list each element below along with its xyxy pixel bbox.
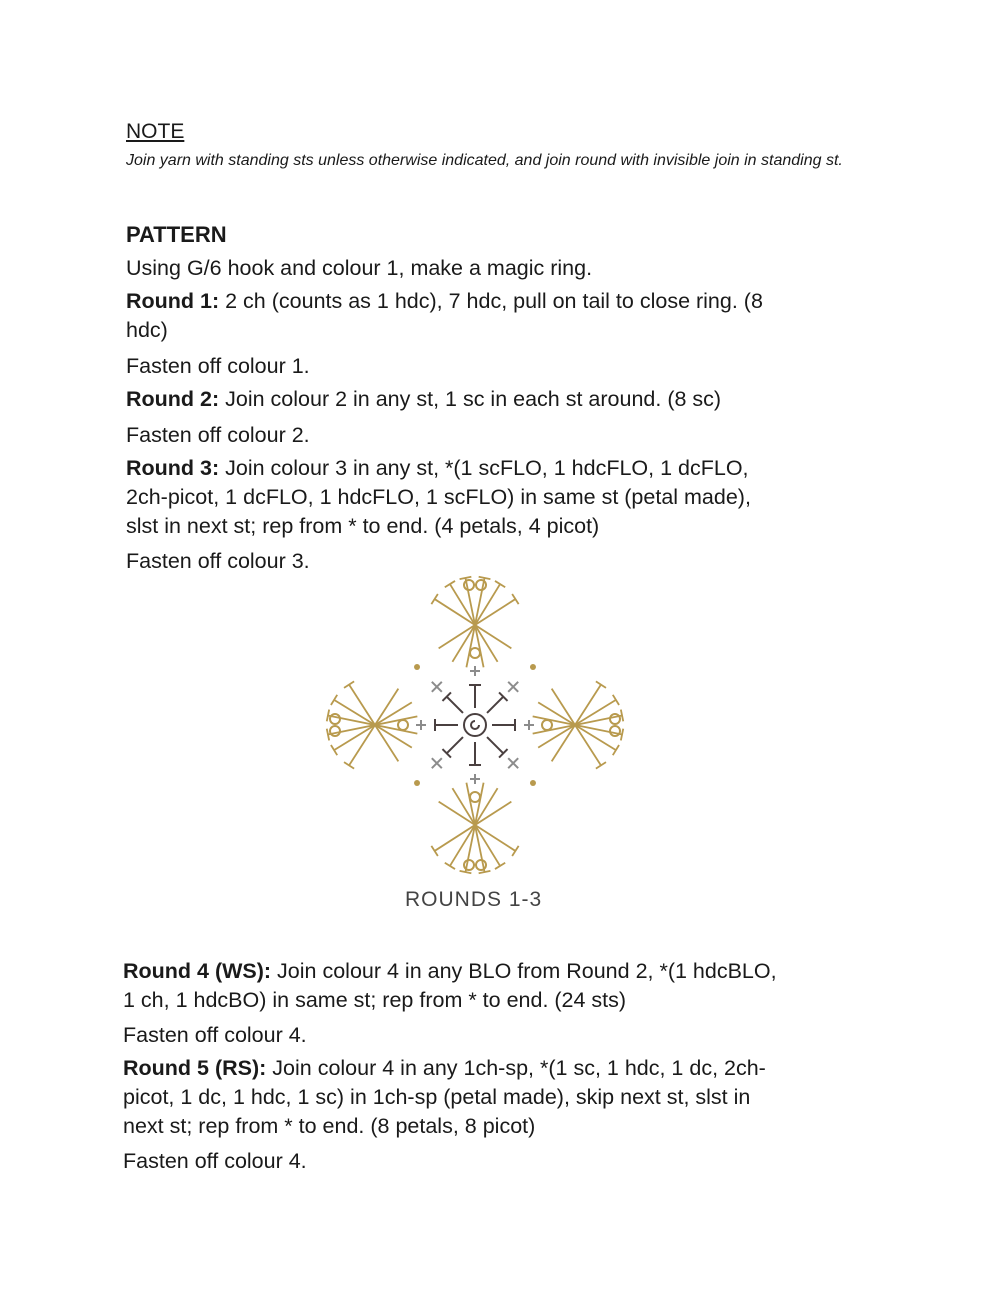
- round5-text: Join colour 4 in any 1ch-sp, *(1 sc, 1 hdc, 1 dc, 2ch-: [266, 1056, 766, 1080]
- petal-stitch-symbol: [552, 685, 601, 762]
- slst-symbol: [470, 648, 480, 658]
- petal-stitch-symbol: [552, 689, 601, 766]
- pattern-intro: Using G/6 hook and colour 1, make a magic ring.: [126, 256, 593, 280]
- petal-stitch-symbol: [439, 599, 516, 648]
- round2-label: Round 2:: [126, 387, 220, 411]
- petal-stitch-top: [495, 863, 505, 869]
- petal-stitch-top: [460, 871, 472, 873]
- note-title: NOTE: [126, 120, 185, 143]
- sc-stitch-symbol: [432, 758, 442, 768]
- note-body: Join yarn with standing sts unless otherwise indicated, and join round with invisible join in standing st.: [126, 152, 843, 169]
- hdc-stitch-symbol: [447, 697, 463, 713]
- petal-stitch-symbol: [349, 689, 398, 766]
- sc-stitch-symbol: [416, 720, 426, 730]
- petal-stitch-symbol: [452, 584, 500, 662]
- sc-stitch-symbol: [470, 666, 480, 676]
- slst-symbol: [398, 720, 408, 730]
- petal-stitch-top: [621, 729, 623, 741]
- slst-symbol: [542, 720, 552, 730]
- hdc-stitch-symbol: [487, 737, 503, 753]
- round4-text: Join colour 4 in any BLO from Round 2, *(1 hdcBLO,: [271, 959, 777, 983]
- round5-line2: picot, 1 dc, 1 hdc, 1 sc) in 1ch-sp (petal made), skip next st, slst in: [123, 1085, 751, 1109]
- petal-stitch-symbol: [450, 788, 498, 866]
- slst-dot-symbol: [530, 780, 536, 786]
- fasten2: Fasten off colour 2.: [126, 423, 310, 447]
- slst-symbol: [470, 792, 480, 802]
- round5-label: Round 5 (RS):: [123, 1056, 267, 1080]
- picot-symbol: [610, 714, 620, 724]
- petal-stitch-symbol: [466, 783, 484, 872]
- round1-line1: [126, 287, 763, 316]
- petal-stitch-top: [596, 681, 606, 687]
- petal-stitch-top: [445, 863, 455, 869]
- petal-stitch-top: [431, 846, 437, 856]
- petal-stitch-top: [331, 695, 337, 705]
- petal-stitch-top: [327, 710, 329, 722]
- picot-symbol: [476, 860, 486, 870]
- slst-dot-symbol: [414, 664, 420, 670]
- petal-stitch-top: [445, 581, 455, 587]
- petal-stitch-top: [596, 762, 606, 768]
- petal-stitch-top: [344, 681, 354, 687]
- petal-stitch-top: [431, 594, 437, 604]
- fasten4: Fasten off colour 4.: [123, 1023, 307, 1047]
- round3-text: Join colour 3 in any st, *(1 scFLO, 1 hdcFLO, 1 dcFLO,: [219, 456, 749, 480]
- picot-symbol: [330, 714, 340, 724]
- round1-label: Round 1:: [126, 289, 220, 313]
- round2-text: Join colour 2 in any st, 1 sc in each st around. (8 sc): [219, 387, 722, 411]
- sc-stitch-symbol: [524, 720, 534, 730]
- petal-stitch-top: [344, 762, 354, 768]
- diagram-caption: ROUNDS 1-3: [405, 888, 543, 911]
- picot-symbol: [464, 860, 474, 870]
- petal-stitch-symbol: [533, 715, 622, 733]
- crochet-diagram: [320, 575, 630, 880]
- slst-dot-symbol: [530, 664, 536, 670]
- picot-symbol: [476, 580, 486, 590]
- petal-stitch-symbol: [328, 716, 417, 734]
- petal-stitch-top: [613, 695, 619, 705]
- round4-line1: [123, 957, 777, 986]
- sc-stitch-symbol: [508, 758, 518, 768]
- round3-line1: [126, 454, 749, 483]
- petal-stitch-symbol: [334, 700, 412, 748]
- petal-stitch-top: [460, 577, 472, 579]
- sc-stitch-symbol: [508, 682, 518, 692]
- fasten1: Fasten off colour 1.: [126, 354, 310, 378]
- petal-stitch-top: [613, 745, 619, 755]
- hdc-stitch-symbol: [447, 737, 463, 753]
- round4-line2: 1 ch, 1 hdcBO) in same st; rep from * to end. (24 sts): [123, 988, 627, 1012]
- hdc-stitch-symbol: [487, 697, 503, 713]
- picot-symbol: [610, 726, 620, 736]
- round2-line: [126, 385, 721, 414]
- fasten3: Fasten off colour 3.: [126, 549, 310, 573]
- petal-stitch-symbol: [349, 685, 398, 762]
- picot-symbol: [330, 726, 340, 736]
- petal-stitch-top: [479, 871, 491, 873]
- round1-line2: hdc): [126, 318, 168, 342]
- petal-stitch-top: [495, 581, 505, 587]
- magic-ring-spiral: [471, 721, 479, 729]
- picot-symbol: [464, 580, 474, 590]
- petal-stitch-symbol: [439, 802, 516, 851]
- pattern-title: PATTERN: [126, 222, 227, 247]
- petal-stitch-symbol: [465, 578, 483, 667]
- petal-stitch-symbol: [538, 702, 616, 750]
- round3-line2: 2ch-picot, 1 dcFLO, 1 hdcFLO, 1 scFLO) in same st (petal made),: [126, 485, 751, 509]
- petal-stitch-top: [331, 745, 337, 755]
- petal-stitch-top: [479, 577, 491, 579]
- fasten5: Fasten off colour 4.: [123, 1149, 307, 1173]
- sc-stitch-symbol: [432, 682, 442, 692]
- round3-line3: slst in next st; rep from * to end. (4 petals, 4 picot): [126, 514, 600, 538]
- round4-label: Round 4 (WS):: [123, 959, 272, 983]
- petal-stitch-symbol: [435, 599, 512, 648]
- petal-stitch-top: [512, 594, 518, 604]
- round5-line1: [123, 1054, 766, 1083]
- magic-ring-symbol: [464, 714, 486, 736]
- petal-stitch-symbol: [435, 802, 512, 851]
- petal-stitch-top: [327, 729, 329, 741]
- round3-label: Round 3:: [126, 456, 220, 480]
- round1-text: 2 ch (counts as 1 hdc), 7 hdc, pull on tail to close ring. (8: [219, 289, 763, 313]
- petal-stitch-top: [512, 846, 518, 856]
- sc-stitch-symbol: [470, 774, 480, 784]
- petal-stitch-top: [621, 710, 623, 722]
- round5-line3: next st; rep from * to end. (8 petals, 8 picot): [123, 1114, 536, 1138]
- slst-dot-symbol: [414, 780, 420, 786]
